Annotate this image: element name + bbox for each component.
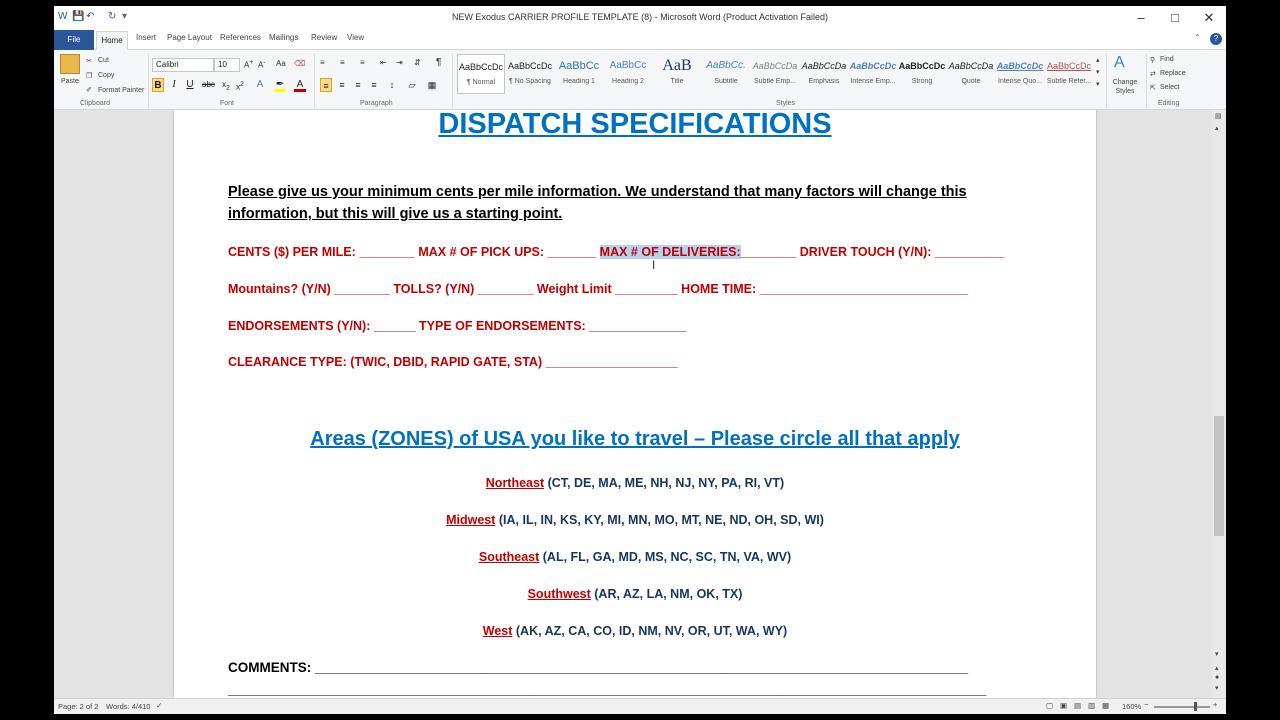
style-subtitle[interactable] xyxy=(702,54,750,94)
styles-scroll-down-icon[interactable]: ▾ xyxy=(1096,69,1100,76)
style-name: ¶ No Spacing xyxy=(509,78,551,85)
full-screen-reading-icon[interactable]: ▣ xyxy=(1060,701,1068,710)
align-center-button[interactable]: ≡ xyxy=(339,80,345,90)
style-normal[interactable] xyxy=(457,54,505,94)
style-name: Title xyxy=(670,78,684,85)
tab-page-layout[interactable]: Page Layout xyxy=(167,33,212,42)
style-preview: AaBbCc xyxy=(609,60,647,71)
style-heading-2[interactable] xyxy=(604,54,652,94)
strikethrough-button[interactable]: abc xyxy=(202,80,215,89)
zoom-slider-thumb[interactable] xyxy=(1194,702,1197,711)
copy-button[interactable]: Copy xyxy=(98,72,115,79)
draft-icon[interactable]: ▦ xyxy=(1102,701,1110,710)
intro-text-line1: Please give us your minimum cents per mile information. We understand that many factors will change this xyxy=(228,184,967,200)
zone-name: Southeast xyxy=(478,550,540,564)
style-intense-emphasis[interactable] xyxy=(849,54,897,94)
redo-icon[interactable]: ↻ xyxy=(108,11,117,22)
underline-button[interactable]: U xyxy=(186,79,194,90)
zone-states: (IA, IL, IN, KS, KY, MI, MN, MO, MT, NE, ND, OH, SD, WI) xyxy=(495,513,824,527)
zone-southeast xyxy=(174,550,1096,564)
paragraph-group-label: Paragraph xyxy=(360,100,393,107)
style-preview: AaB xyxy=(662,57,692,74)
style-no-spacing[interactable] xyxy=(506,54,554,94)
divider xyxy=(314,54,315,108)
divider xyxy=(148,54,149,108)
select-icon[interactable]: ⇱ xyxy=(1150,85,1156,92)
tab-file[interactable]: File xyxy=(54,30,94,50)
comments-line-2: _____________________________________________________________________________________________________ xyxy=(228,682,987,697)
align-right-button[interactable]: ≡ xyxy=(355,80,361,90)
style-preview: AaBbCcDc xyxy=(458,62,503,72)
borders-icon[interactable]: ▦ xyxy=(427,80,437,90)
style-name: Quote xyxy=(961,78,981,85)
zone-states: (AR, AZ, LA, NM, OK, TX) xyxy=(590,587,743,601)
dispatch-heading: DISPATCH SPECIFICATIONS xyxy=(438,110,832,140)
decrease-indent-icon[interactable]: ⇤ xyxy=(380,58,387,67)
style-preview: AaBbCcDc xyxy=(849,61,897,71)
select-button[interactable]: Select xyxy=(1160,84,1180,91)
change-case-icon[interactable]: Aa xyxy=(276,59,286,68)
spec-row-1-part-a: CENTS ($) PER MILE: ________ MAX # OF PICK UPS: _______ xyxy=(228,245,600,259)
zone-states: (AK, AZ, CA, CO, ID, NM, NV, OR, UT, WA, WY) xyxy=(512,624,788,638)
outline-icon[interactable]: ▥ xyxy=(1088,701,1096,710)
zone-name: Northeast xyxy=(485,476,545,490)
bold-button[interactable]: B xyxy=(152,78,164,92)
style-preview: AaBbCcDa xyxy=(948,61,994,71)
maximize-button[interactable]: □ xyxy=(1171,10,1179,25)
sort-icon[interactable]: ⇵ xyxy=(414,58,421,67)
window-title: NEW Exodus CARRIER PROFILE TEMPLATE (8) - Microsoft Word (Product Activation Failed) xyxy=(451,12,829,22)
zone-southwest xyxy=(174,587,1096,601)
change-styles-icon[interactable]: A xyxy=(1114,54,1125,71)
comments-line: COMMENTS: _______________________________________________________________________________________ xyxy=(228,660,969,675)
font-name-box[interactable]: Calibri xyxy=(152,58,214,72)
italic-button[interactable]: I xyxy=(172,79,176,90)
clear-formatting-icon[interactable]: ⌫ xyxy=(294,59,306,68)
title-bar xyxy=(54,6,1226,30)
close-button[interactable]: ✕ xyxy=(1203,10,1215,25)
bullets-icon[interactable]: ≡ xyxy=(320,58,325,67)
cut-icon[interactable]: ✂ xyxy=(86,58,92,65)
font-group-label: Font xyxy=(220,100,235,107)
cut-button[interactable]: Cut xyxy=(98,57,109,64)
tab-insert[interactable]: Insert xyxy=(136,33,157,42)
zone-west xyxy=(174,624,1096,638)
zone-states: (AL, FL, GA, MD, MS, NC, SC, TN, VA, WV) xyxy=(539,550,792,564)
text-effects-icon[interactable]: A xyxy=(256,79,264,90)
style-name: Intense Emp... xyxy=(850,78,896,85)
copy-icon[interactable]: ❐ xyxy=(86,73,93,80)
next-page-icon[interactable]: ▾ xyxy=(1215,685,1219,692)
font-color-icon[interactable]: A xyxy=(294,78,306,92)
word-window xyxy=(54,6,1226,714)
zoom-in-icon[interactable]: + xyxy=(1213,700,1218,709)
help-icon[interactable]: ? xyxy=(1210,33,1222,45)
find-button[interactable]: Find xyxy=(1160,56,1174,63)
style-preview: AaBbCcDc xyxy=(1046,61,1091,71)
styles-group-label: Styles xyxy=(776,100,796,107)
ribbon-collapse-icon[interactable]: ⌃ xyxy=(1194,33,1201,42)
shading-icon[interactable]: ▱ xyxy=(408,80,416,90)
ruler-toggle-icon[interactable]: ▤ xyxy=(1215,113,1222,120)
document-page[interactable] xyxy=(174,110,1096,698)
font-size-box[interactable]: 10 xyxy=(214,58,240,72)
highlight-icon[interactable]: ✒ xyxy=(275,79,285,90)
style-name: Subtle Emp... xyxy=(753,78,797,85)
style-name: Heading 1 xyxy=(563,78,595,85)
style-name: Intense Quo... xyxy=(998,78,1042,85)
word-count[interactable]: Words: 4/410 xyxy=(106,702,151,711)
zone-name: Midwest xyxy=(446,513,496,527)
multilevel-list-icon[interactable]: ≡ xyxy=(360,58,365,67)
style-intense-quote[interactable] xyxy=(996,54,1044,94)
paste-button[interactable]: Paste xyxy=(61,78,79,85)
editing-group-label: Editing xyxy=(1158,100,1180,107)
divider xyxy=(1146,54,1147,108)
divider xyxy=(1106,54,1107,108)
style-preview: AaBbCcDc xyxy=(898,61,946,71)
zoom-slider[interactable] xyxy=(1154,706,1210,708)
style-strong[interactable] xyxy=(898,54,946,94)
change-styles-button[interactable]: Change Styles xyxy=(1112,79,1138,95)
style-subtle-reference[interactable] xyxy=(1045,54,1093,94)
tab-view[interactable]: View xyxy=(347,33,365,42)
tab-references[interactable]: References xyxy=(220,33,261,42)
undo-icon[interactable]: ↶ xyxy=(86,11,95,22)
style-name: Heading 2 xyxy=(612,78,644,85)
style-name: Subtle Refer... xyxy=(1046,78,1092,85)
style-preview: AaBbCcDc xyxy=(507,61,552,71)
spec-row-1-part-b: ________ DRIVER TOUCH (Y/N): __________ xyxy=(740,245,1005,259)
tab-review[interactable]: Review xyxy=(311,33,338,42)
save-icon[interactable]: 💾 xyxy=(72,11,85,22)
style-title[interactable] xyxy=(653,54,701,94)
ribbon-tabs xyxy=(54,30,1226,50)
zone-name: Southwest xyxy=(527,587,591,601)
show-formatting-icon[interactable]: ¶ xyxy=(436,57,442,68)
style-preview: AaBbCcDc xyxy=(996,61,1044,71)
paste-icon[interactable] xyxy=(60,54,80,74)
style-subtle-emphasis[interactable] xyxy=(751,54,799,94)
intro-text-line2: information, but this will give us a starting point. xyxy=(228,206,563,222)
numbering-icon[interactable]: ≡ xyxy=(340,58,345,67)
select-browse-object-icon[interactable]: ● xyxy=(1215,674,1220,681)
document-area xyxy=(54,110,1212,698)
spec-row-4: CLEARANCE TYPE: (TWIC, DBID, RAPID GATE, STA) ___________________ xyxy=(228,355,678,369)
style-preview: AaBbCcDa xyxy=(752,61,798,71)
zone-states: (CT, DE, MA, ME, NH, NJ, NY, PA, RI, VT) xyxy=(544,476,785,490)
selected-text: MAX # OF DELIVERIES: xyxy=(599,245,741,259)
increase-indent-icon[interactable]: ⇥ xyxy=(396,58,403,67)
format-painter-button[interactable]: Format Painter xyxy=(98,87,145,94)
style-name: Subtitle xyxy=(714,78,738,85)
superscript-button[interactable]: $x^2$ xyxy=(236,81,244,92)
grow-font-icon[interactable]: A+ xyxy=(244,59,254,70)
previous-page-icon[interactable]: ▴ xyxy=(1215,665,1219,672)
replace-button[interactable]: Replace xyxy=(1160,70,1186,77)
subscript-button[interactable]: $x_2$ xyxy=(222,80,230,92)
style-preview: AaBbCcDa xyxy=(801,61,847,71)
tab-home[interactable]: Home xyxy=(96,31,128,51)
spec-row-2: Mountains? (Y/N) ________ TOLLS? (Y/N) ________ Weight Limit _________ HOME TIME: ______________________________ xyxy=(228,282,969,296)
zone-midwest xyxy=(174,513,1096,527)
line-spacing-icon[interactable]: ↕ xyxy=(389,80,395,90)
style-name: Strong xyxy=(911,78,933,85)
scroll-thumb[interactable] xyxy=(1214,416,1224,536)
zone-northeast xyxy=(174,476,1096,490)
styles-more-icon[interactable]: ▾ xyxy=(1096,81,1100,88)
style-heading-1[interactable] xyxy=(555,54,603,94)
ibeam-cursor-icon: I xyxy=(652,258,656,272)
zoom-level[interactable]: 160% xyxy=(1122,702,1142,711)
scroll-down-icon[interactable]: ▾ xyxy=(1215,651,1219,658)
word-logo-icon: W xyxy=(58,11,68,22)
replace-icon[interactable]: ⇄ xyxy=(1150,71,1156,78)
spec-row-3: ENDORSEMENTS (Y/N): ______ TYPE OF ENDORSEMENTS: ______________ xyxy=(228,319,687,333)
web-layout-icon[interactable]: ▤ xyxy=(1074,701,1082,710)
zones-heading: Areas (ZONES) of USA you like to travel – Please circle all that apply xyxy=(310,428,960,450)
divider xyxy=(452,54,453,108)
style-name: Emphasis xyxy=(808,78,840,85)
vertical-scrollbar[interactable] xyxy=(1212,110,1226,698)
proofing-icon[interactable]: ✓ xyxy=(156,701,163,710)
style-preview: AaBbCc. xyxy=(706,60,746,71)
page-count[interactable]: Page: 2 of 2 xyxy=(58,702,99,711)
minimize-button[interactable]: – xyxy=(1137,10,1145,25)
ribbon xyxy=(54,50,1226,110)
find-icon[interactable]: ⚲ xyxy=(1150,57,1156,64)
style-quote[interactable] xyxy=(947,54,995,94)
print-layout-icon[interactable]: ▢ xyxy=(1046,701,1054,710)
styles-scroll-up-icon[interactable]: ▴ xyxy=(1096,57,1100,64)
justify-button[interactable]: ≡ xyxy=(371,80,377,90)
style-name: ¶ Normal xyxy=(466,79,496,86)
shrink-font-icon[interactable]: A- xyxy=(258,59,266,70)
zone-name: West xyxy=(482,624,513,638)
style-emphasis[interactable] xyxy=(800,54,848,94)
format-painter-icon[interactable]: ✐ xyxy=(86,87,92,94)
style-preview: AaBbCc xyxy=(558,60,600,72)
spec-row-1 xyxy=(228,245,1004,259)
clipboard-group-label: Clipboard xyxy=(80,100,110,107)
zoom-out-icon[interactable]: − xyxy=(1144,700,1149,709)
customize-qat-icon[interactable]: ▾ xyxy=(122,11,128,22)
align-left-button[interactable]: ≡ xyxy=(320,78,332,92)
status-bar xyxy=(54,698,1226,714)
scroll-up-icon[interactable]: ▴ xyxy=(1215,125,1219,132)
tab-mailings[interactable]: Mailings xyxy=(269,33,299,42)
